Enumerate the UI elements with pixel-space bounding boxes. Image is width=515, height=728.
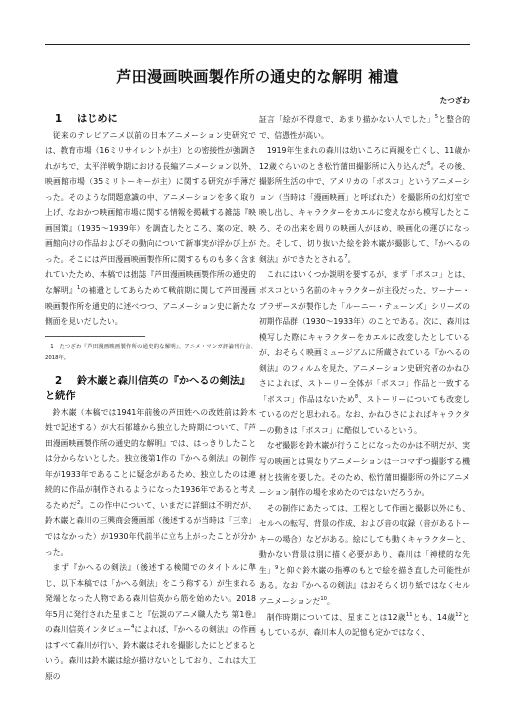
footnote-ref: 6	[427, 160, 431, 167]
paper-title: 芦田漫画映画製作所の通史的な解明 補遺	[116, 68, 399, 86]
paragraph: これにはいくつか説明を要するが、まず「ボスコ」とは、ボスコという名前のキャラクターが主役だった、ワーナー・ブラザースが製作した「ルーニー・テューンズ」シリーズの初期作品群（1930〜1933年）のことである。次に、森川は模写した際にキャラクターをカエルに改変したとしているが、おそらく映画ミュージアムに所蔵されている『かへるの剣法』のフィルムを見た、アニメーション史研究者のかねひさによれば、ストーリー全体が「ボスコ」作品と一致する「ボスコ」作品はないため$^8$、ストーリーについても改変しているのだと思われる。なお、かねひさによればキャラクターの動きは「ボスコ」に酷似しているという。	[259, 270, 470, 435]
paragraph: 1919年生まれの森川は幼いころに両親を亡くし、11歳か12歳ぐらいのとき松竹蒲田撮影所に入り込んだ$^6$。その後、撮影所生活の中で、アメリカの「ボスコ」というアニメーション（当時は「漫画映画」と呼ばれた）を撮影所の幻灯室で映し出し、キャラクターをカエルに変えながら模写したところ、その出来を周りの映画人がほめ、映画化の運びになった。そして、切り抜いた絵を鈴木巌が撮影して、『かへるの剣法』ができたとされる$^7$。	[259, 146, 470, 264]
section-title: はじめに	[77, 114, 118, 125]
paragraph: 制作時期については、星まことは12歳$^{11}$とも、14歳$^{12}$ともしているが、森川本人の記憶も定かではなく、	[259, 611, 470, 638]
footnote-ref: 9	[274, 564, 279, 571]
footnote: 1 たつざわ『芦田漫画映画製作所の通史的な解明』、アニメ・マンガ評論刊行会、2018年。	[45, 343, 256, 361]
footnote-ref: 7	[344, 253, 348, 260]
left-column	[45, 112, 256, 684]
paragraph: 従来のテレビアニメ以前の日本アニメーション史研究では、教育市場（16ミリサイレントが主）との密接性が強調されがちで、太平洋戦争期における長編アニメーション以外、映画館市場（35ミリトーキーが主）に関する研究が手薄だった。そのような問題意識の中、アニメーションを多く取り上げ、なおかつ映画館市場に関する情報を掲載する雑誌『映画国策』（1935〜1939年）を調査したところ、案の定、映画館向けの作品およびその動向について新事実が浮かび上がった。そこには芦田漫画映画製作所に関するものも多く含まれていたため、本稿では拙誌『芦田漫画映画製作所の通史的な解明』$^1$の補遺としてあらためて戦前期に関して芦田漫画映画製作所を通史的に述べつつ、アニメーション史に新たな側面を見いだしたい。	[45, 130, 256, 327]
paragraph: なぜ撮影を鈴木巌が行うことになったのかは不明だが、実写の映画とは異なりアニメーションは一コマずつ撮影する機材と技術を要した。そのため、松竹蒲田撮影所の外にアニメーション制作の場を求めたのではないだろうか。	[259, 441, 470, 498]
footnote-ref: 11	[405, 611, 413, 618]
top-rule	[45, 44, 470, 45]
section-heading-continued: と続作	[45, 391, 76, 403]
author-name: たつざわ	[439, 96, 470, 105]
footnote-divider	[45, 336, 145, 337]
footnote-ref: 2	[77, 499, 81, 506]
footnote-ref: 1	[76, 284, 81, 291]
paragraph: その制作にあたっては、工程として作画と撮影以外にも、セルへの転写、背景の作成、および音の収録（音があるトーキーの場合）などがある。絵にしても動くキャラクターと、動かない背景は別に描く必要があり、森川は「神様的な先生」$^9$と仰ぐ鈴木巌の指導のもとで絵を描き直した可能性がある。なお『かへるの剣法』はおそらく切り紙ではなくセルアニメーションだ$^{10}$。	[259, 503, 470, 606]
footnote-ref: 12	[455, 611, 462, 618]
footnote-ref: 5	[434, 114, 438, 120]
footnote-ref: 8	[354, 393, 359, 400]
section-heading	[45, 112, 256, 128]
section-number: 2	[55, 375, 63, 387]
paragraph: 鈴木巌（本稿では1941年前後の芦田姓への改姓前は鈴木姓で記述する）が大石郁雄から独立した時期について、『芦田漫画映画製作所の通史的な解明』では、はっきりしたことは分からないとした。独立後第1作の『かへる剣法』の制作年が1933年であることに疑念があるため、独立したのは連続的に作品が制作されるようになった1936年であると考えるためだ$^2$。この作中について、いまだに詳細は不明だが、鈴木巌と森川の三興商会獲画部（後述するが当時は「三幸」ではなかった）が1930年代前半に立ち上がったことが分かった。	[45, 407, 256, 557]
right-column	[259, 112, 470, 641]
section-heading	[45, 374, 256, 390]
paragraph: まず『かへるの剣法』（後述する検閲でのタイトルに準じ、以下本稿では「かへる剣法」をこう称する）が生まれる発端となった人物である森川信英から筋を始めたい。2018年5月に発行された星まこと『伝説のアニメ職人たち 第1巻』の森川信英インタビュー$^4$によれば、『かへるの剣法』の作画はすべて森川が行い、鈴木巌はそれを撮影したにとどまるという。森川は鈴木巌は絵が描けないとしており、これは大工原の	[45, 563, 256, 681]
section-number: 1	[55, 114, 63, 125]
footnote-ref: 4	[131, 624, 135, 631]
section-title: 鈴木巌と森川信英の『かへるの剣法』	[77, 375, 251, 387]
footnote-ref: 10	[320, 595, 327, 602]
paragraph: 証言「絵が不得意で、あまり描かない人でした」$^5$と整合的で、信憑性が高い。	[259, 114, 470, 140]
